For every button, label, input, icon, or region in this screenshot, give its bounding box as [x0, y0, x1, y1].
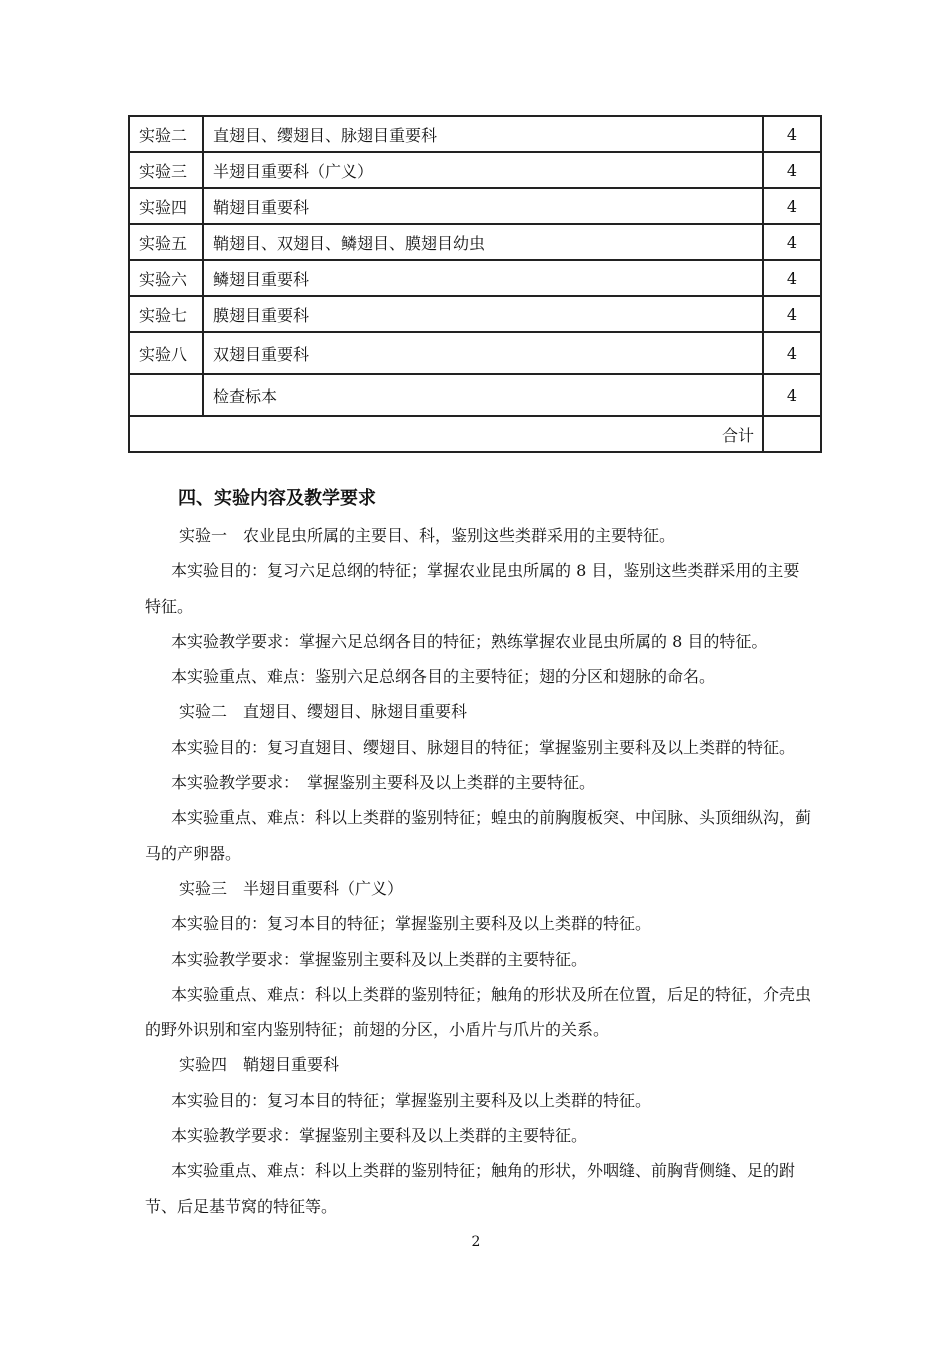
- table-row: [129, 152, 821, 188]
- hours-cell: 4: [763, 374, 821, 416]
- total-label: 合计: [129, 416, 763, 452]
- content-cell: 双翅目重要科: [203, 332, 763, 374]
- paragraph: 本实验重点、难点：科以上类群的鉴别特征；触角的形状，外咽缝、前胸背侧缝、足的跗节、后足基节窝的特征等。: [145, 1161, 796, 1216]
- table-row: [129, 260, 821, 296]
- experiment-cell: 实验七: [129, 296, 203, 332]
- table-row: [129, 374, 821, 416]
- content-cell: 半翅目重要科（广义）: [203, 152, 763, 188]
- table-row: [129, 188, 821, 224]
- content-cell: 鞘翅目、双翅目、鳞翅目、膜翅目幼虫: [203, 224, 763, 260]
- paragraph: 本实验教学要求： 掌握鉴别主要科及以上类群的主要特征。: [171, 773, 596, 793]
- paragraph: 本实验重点、难点：鉴别六足总纲各目的主要特征；翅的分区和翅脉的命名。: [171, 667, 716, 687]
- paragraph: 本实验教学要求：掌握鉴别主要科及以上类群的主要特征。: [171, 949, 588, 969]
- table-row: [129, 332, 821, 374]
- content-cell: 膜翅目重要科: [203, 296, 763, 332]
- content-cell: 鳞翅目重要科: [203, 260, 763, 296]
- total-row: [129, 416, 821, 452]
- experiment-cell: 实验三: [129, 152, 203, 188]
- table-row: [129, 116, 821, 152]
- paragraph: 本实验重点、难点：科以上类群的鉴别特征；触角的形状及所在位置，后足的特征，介壳虫的野外识别和室内鉴别特征；前翅的分区，小盾片与爪片的关系。: [145, 984, 812, 1040]
- experiment-heading: 实验二 直翅目、缨翅目、脉翅目重要科: [179, 702, 468, 722]
- paragraph: 本实验教学要求：掌握鉴别主要科及以上类群的主要特征。: [171, 1126, 588, 1146]
- hours-cell: 4: [763, 116, 821, 152]
- experiment-heading: 实验一 农业昆虫所属的主要目、科，鉴别这些类群采用的主要特征。: [179, 526, 676, 545]
- content-cell: 鞘翅目重要科: [203, 188, 763, 224]
- table-row: [129, 224, 821, 260]
- experiment-cell: 实验八: [129, 332, 203, 374]
- experiment-cell: 实验六: [129, 260, 203, 296]
- paragraph: 本实验目的：复习六足总纲的特征；掌握农业昆虫所属的 8 目，鉴别这些类群采用的主要特征。: [145, 561, 800, 616]
- section-body: [145, 518, 813, 1224]
- section-title: 四、实验内容及教学要求: [178, 488, 376, 509]
- experiment-cell: 实验五: [129, 224, 203, 260]
- paragraph: 本实验重点、难点：科以上类群的鉴别特征；蝗虫的前胸腹板突、中闰脉、头顶细纵沟，蓟马的产卵器。: [145, 808, 812, 863]
- content-cell: 检查标本: [203, 374, 763, 416]
- experiment-cell: [129, 374, 203, 416]
- hours-cell: 4: [763, 260, 821, 296]
- content-cell: 直翅目、缨翅目、脉翅目重要科: [203, 116, 763, 152]
- paragraph: 本实验目的：复习直翅目、缨翅目、脉翅目的特征；掌握鉴别主要科及以上类群的特征。: [171, 737, 796, 757]
- hours-cell: 4: [763, 332, 821, 374]
- paragraph: 本实验目的：复习本目的特征；掌握鉴别主要科及以上类群的特征。: [171, 914, 652, 934]
- paragraph: 本实验教学要求：掌握六足总纲各目的特征；熟练掌握农业昆虫所属的 8 目的特征。: [171, 631, 768, 651]
- experiment-heading: 实验三 半翅目重要科（广义）: [179, 878, 404, 898]
- table-row: [129, 296, 821, 332]
- page-number: 2: [471, 1234, 481, 1250]
- experiment-cell: 实验四: [129, 188, 203, 224]
- experiment-hours-table: [128, 115, 822, 453]
- total-value: [763, 416, 821, 452]
- hours-cell: 4: [763, 152, 821, 188]
- hours-cell: 4: [763, 224, 821, 260]
- hours-cell: 4: [763, 296, 821, 332]
- paragraph: 本实验目的：复习本目的特征；掌握鉴别主要科及以上类群的特征。: [171, 1090, 652, 1110]
- hours-cell: 4: [763, 188, 821, 224]
- experiment-heading: 实验四 鞘翅目重要科: [179, 1055, 340, 1075]
- experiment-cell: 实验二: [129, 116, 203, 152]
